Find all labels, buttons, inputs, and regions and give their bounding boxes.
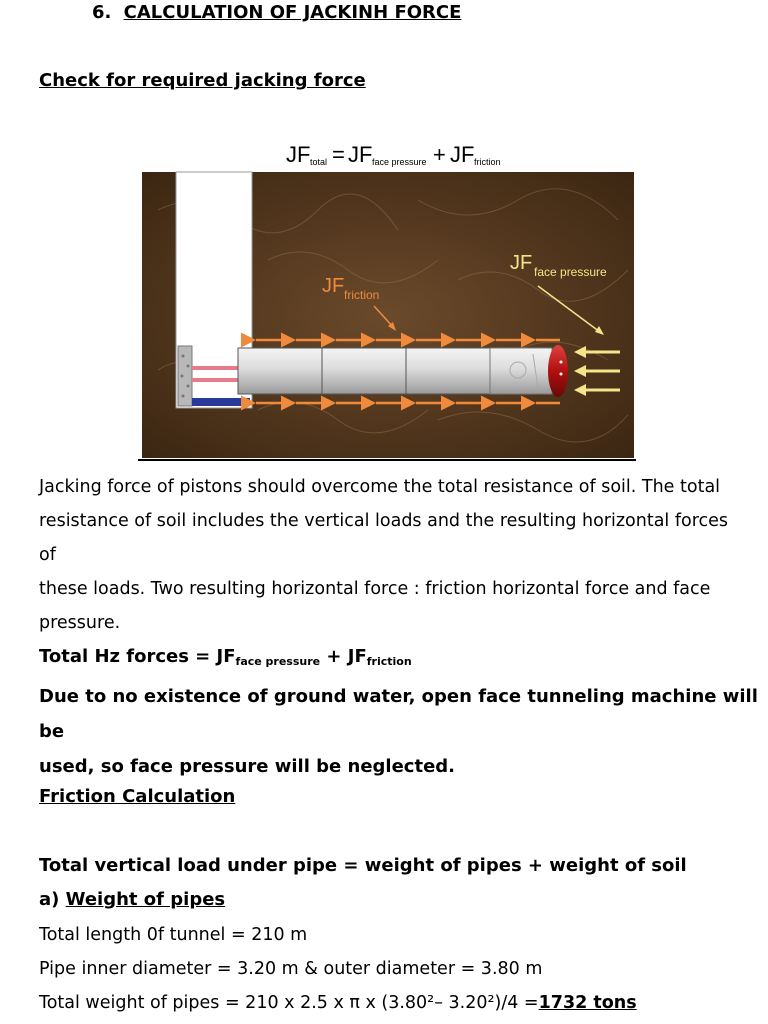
paragraph-line: Jacking force of pistons should overcome the total resistance of soil. The total [39,477,721,497]
tunnel-length-line: Total length 0f tunnel = 210 m [39,925,308,945]
pipe-segment-3 [406,348,490,394]
cutter-head-dot [560,373,563,376]
eq-jf-face: JF [348,142,373,167]
cutter-head-dot [560,361,563,364]
label-face-sub: face pressure [534,265,607,279]
total-hz-forces [39,646,412,668]
section-title [92,2,461,23]
total-hz-sub-face: face pressure [235,655,321,668]
label-face-main: JF [510,252,533,274]
paragraph-line: resistance of soil includes the vertical loads and the resulting horizontal forces of [39,511,729,565]
total-weight-result: 1732 tons [538,993,637,1013]
jacking-diagram [138,170,638,464]
eq-sub-friction: friction [474,157,501,167]
jack-rod-bottom [192,378,238,382]
tbm-body [490,348,552,394]
pipe-diameter-line: Pipe inner diameter = 3.20 m & outer diameter = 3.80 m [39,959,543,979]
groundwater-note [39,679,759,784]
jacking-base [192,398,250,406]
total-hz-sub-friction: friction [366,655,412,668]
paragraph-line: these loads. Two resulting horizontal force : friction horizontal force and face [39,579,711,599]
total-weight-line [39,993,637,1013]
note-line: Due to no existence of ground water, open face tunneling machine will be [39,686,758,742]
jack-rod-top [192,366,238,370]
vertical-load-equation: Total vertical load under pipe = weight of pipes + weight of soil [39,855,687,876]
weight-of-pipes-heading [39,889,225,910]
weight-heading-text: Weight of pipes [65,889,226,910]
figure-equation [280,138,520,172]
label-friction-main: JF [322,275,345,297]
pipe-segment-2 [322,348,406,394]
total-hz-mid: + JF [320,646,367,667]
eq-sub-face: face pressure [372,157,427,167]
thrust-wall [178,346,192,406]
note-line: used, so face pressure will be neglected. [39,756,456,777]
total-weight-prefix: Total weight of pipes = 210 x 2.5 x π x (3.80²– 3.20²)/4 = [39,993,539,1013]
cutter-head [548,345,568,397]
subheading-check-jacking-force: Check for required jacking force [39,70,366,91]
label-friction-sub: friction [344,288,380,302]
friction-calculation-heading: Friction Calculation [39,786,236,807]
eq-jf-total: JF [286,142,311,167]
weight-heading-prefix: a) [39,889,66,910]
paragraph-jacking-force [39,470,739,640]
eq-plus: + [433,142,446,167]
section-number: 6. [92,2,112,23]
section-title-text: CALCULATION OF JACKINH FORCE [123,2,462,23]
paragraph-line: pressure. [39,613,121,633]
pipe-segment-1 [238,348,322,394]
total-hz-prefix: Total Hz forces = JF [39,646,236,667]
eq-equals: = [332,142,345,167]
eq-jf-friction: JF [450,142,475,167]
eq-sub-total: total [310,157,328,167]
